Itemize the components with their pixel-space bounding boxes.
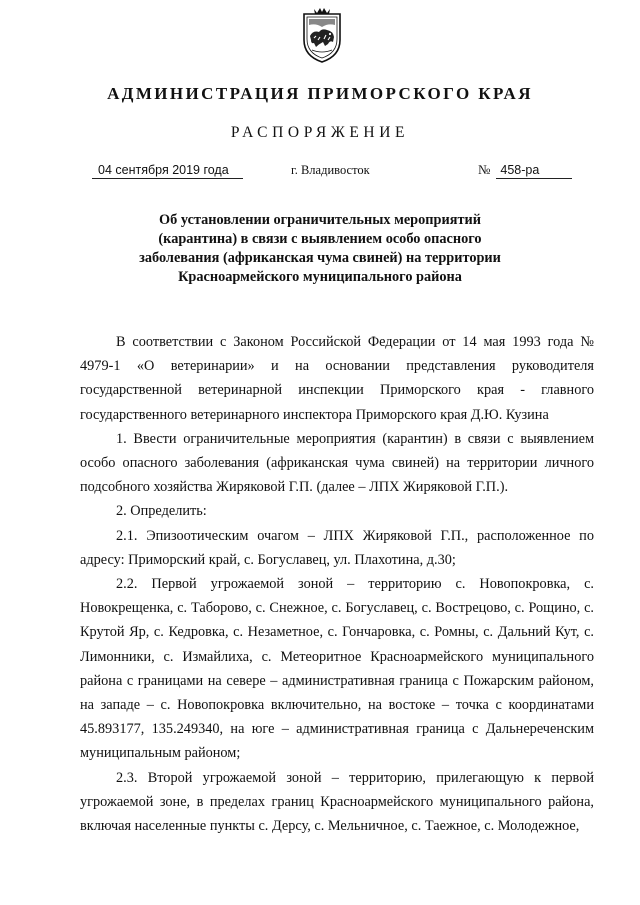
item-1-paragraph: 1. Ввести ограничительные мероприятия (карантин) в связи с выявлением особо опасного заболевания (африканская чума свиней) на территории личного подсобного хозяйства Жиряковой Г.П. (далее – ЛПХ Жиряковой Г.П.).	[80, 430, 594, 496]
primorsky-krai-coat-of-arms-icon	[300, 6, 344, 64]
document-subject: Об установлении ограничительных мероприятий (карантина) в связи с выявлением особо опасного заболевания (африканская чума свиней) на территории Красноармейского муниципального района	[139, 212, 501, 285]
document-type: РАСПОРЯЖЕНИЕ	[230, 124, 410, 141]
preamble-paragraph: В соответствии с Законом Российской Федерации от 14 мая 1993 года № 4979-1 «О ветеринарии» и на основании представления руководителя государственной ветеринарной инспекции Приморского края - главного государственного ветеринарного инспектора Приморского края Д.Ю. Кузина	[80, 334, 594, 423]
document-body	[80, 330, 594, 838]
item-2-3-paragraph: 2.3. Второй угрожаемой зоной – территорию, прилегающую к первой угрожаемой зоне, в пределах границ Красноармейского муниципального района, включая населенные пункты с. Дерсу, с. Мельничное, с. Таежное, с. Молодежное,	[80, 769, 594, 835]
number-sign: №	[478, 162, 491, 177]
item-2-paragraph: 2. Определить:	[116, 503, 207, 520]
document-number: 458-ра	[496, 162, 572, 179]
document-date: 04 сентября 2019 года	[92, 162, 243, 179]
document-city: г. Владивосток	[291, 163, 370, 177]
organization-title: АДМИНИСТРАЦИЯ ПРИМОРСКОГО КРАЯ	[107, 84, 533, 103]
document-number-field	[478, 162, 572, 179]
item-2-2-paragraph: 2.2. Первой угрожаемой зоной – территорию с. Новопокровка, с. Новокрещенка, с. Таборово, с. Снежное, с. Богуславец, с. Вострецово, с. Рощино, с. Крутой Яр, с. Кедровка, с. Незаметное, с. Гончаровка, с. Ромны, с. Дальний Кут, с. Лимонники, с. Измайлиха, с. Метеоритное Красноармейского муниципального района с границами на севере – административная граница с Пожарским районом, на западе – с. Новопокровка включительно, на востоке – точка с координатами 45.893177, 135.249340, на юге – административная граница с Дальнереченским муниципальным районом;	[80, 576, 594, 762]
item-2-1-paragraph: 2.1. Эпизоотическим очагом – ЛПХ Жиряковой Г.П., расположенное по адресу: Приморский край, с. Богуславец, ул. Плахотина, д.30;	[80, 527, 594, 568]
